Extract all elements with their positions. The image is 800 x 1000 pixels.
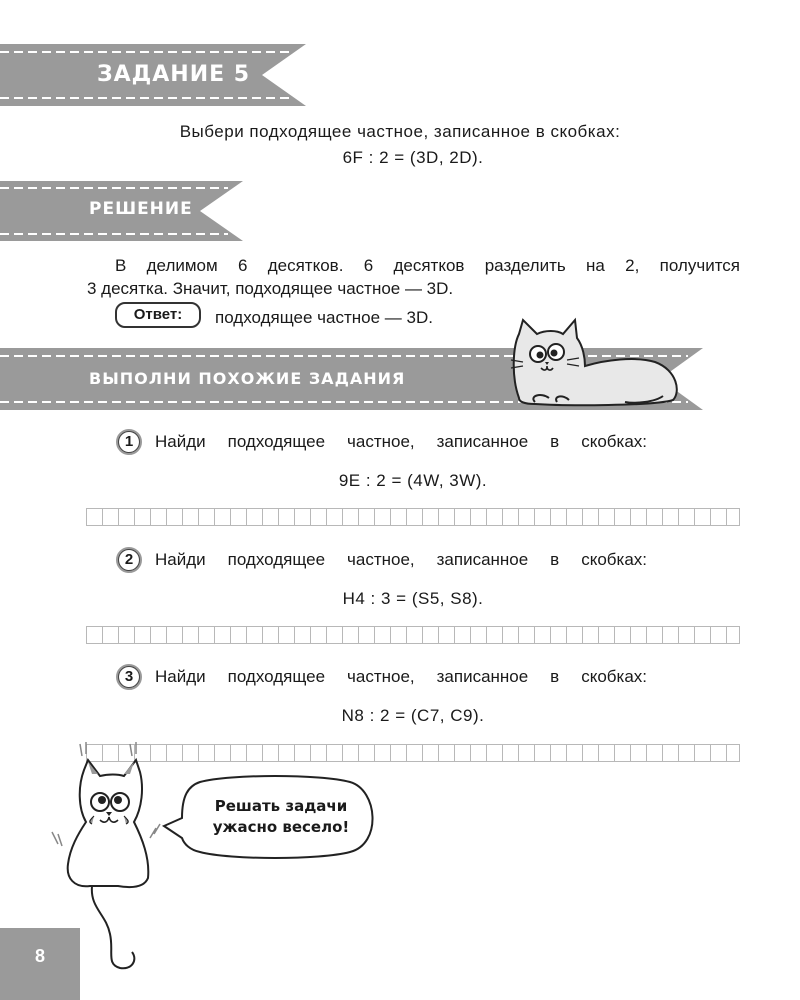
lying-cat-illustration bbox=[505, 316, 685, 408]
answer-label: Ответ: bbox=[115, 302, 201, 328]
exercise-1-number: 1 bbox=[116, 429, 142, 455]
speech-text bbox=[196, 796, 366, 838]
exercise-3-number: 3 bbox=[116, 664, 142, 690]
answer-text: подходящее частное — 3D. bbox=[215, 308, 433, 327]
exercise-3-answer-grid[interactable] bbox=[86, 744, 740, 762]
exercise-2-answer-grid[interactable] bbox=[86, 626, 740, 644]
similar-tasks-header: ВЫПОЛНИ ПОХОЖИЕ ЗАДАНИЯ bbox=[89, 369, 406, 388]
solution-line-2: 3 десятка. Значит, подходящее частное — 3D. bbox=[87, 279, 454, 298]
exercise-3-expression: N8 : 2 = (C7, C9). bbox=[341, 706, 485, 725]
speech-line-1: Решать задачи bbox=[214, 797, 348, 815]
page-number: 8 bbox=[0, 928, 80, 1000]
solution-header: РЕШЕНИЕ bbox=[89, 199, 193, 219]
solution-line-1: В делимом 6 десятков. 6 десятков разделить на 2, получится bbox=[115, 256, 740, 275]
speech-line-2: ужасно весело! bbox=[212, 818, 350, 836]
exercise-1-answer-grid[interactable] bbox=[86, 508, 740, 526]
exercise-3-text: Найди подходящее частное, записанное в скобках: bbox=[155, 667, 647, 686]
exercise-1-expression: 9E : 2 = (4W, 3W). bbox=[338, 471, 488, 490]
exercise-2-text: Найди подходящее частное, записанное в скобках: bbox=[155, 550, 647, 569]
exercise-2-number: 2 bbox=[116, 547, 142, 573]
task-expression: 6F : 2 = (3D, 2D). bbox=[342, 148, 484, 167]
exercise-2-expression: H4 : 3 = (S5, S8). bbox=[342, 589, 484, 608]
task-instruction: Выбери подходящее частное, записанное в скобках: bbox=[179, 122, 621, 141]
task-header: ЗАДАНИЕ 5 bbox=[97, 62, 251, 87]
exercise-1-text: Найди подходящее частное, записанное в скобках: bbox=[155, 432, 647, 451]
